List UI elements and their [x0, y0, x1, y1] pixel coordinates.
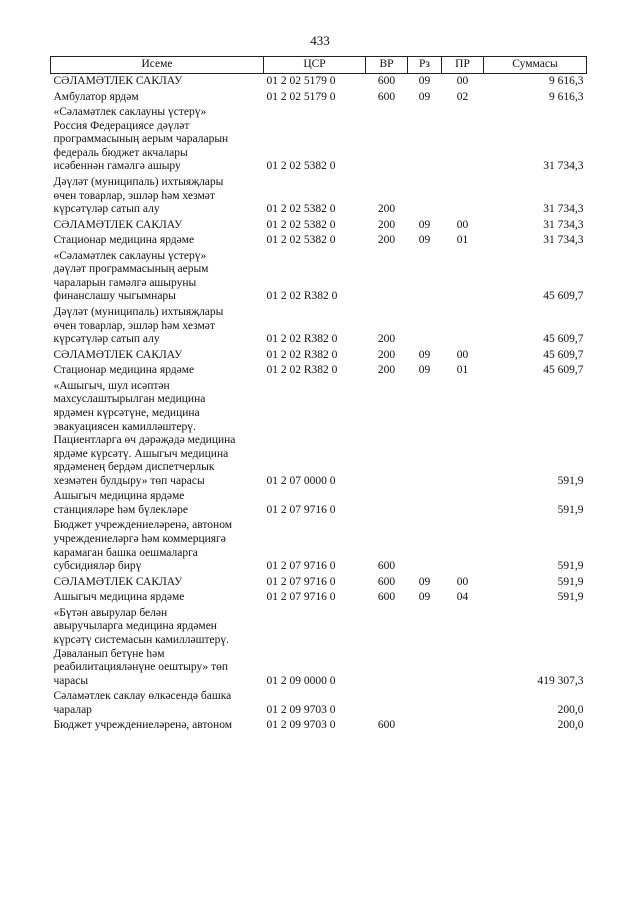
- cell-name: Бюджет учреждениеләренә, автоном: [53, 719, 233, 732]
- header-rz: Рз: [408, 57, 442, 74]
- header-vr: ВР: [366, 57, 408, 74]
- cell-pr: 00: [456, 75, 469, 87]
- cell-rz: 09: [418, 364, 431, 377]
- cell-sum: 31 734,3: [543, 218, 584, 231]
- cell-csr: 01 2 02 R382 0: [266, 364, 338, 377]
- cell-csr: 01 2 02 5179 0: [266, 75, 336, 87]
- budget-table: [50, 56, 587, 734]
- cell-pr: 00: [456, 575, 469, 588]
- table-row: [51, 305, 587, 348]
- cell-name: Ашыгыч медицина ярдәме: [53, 591, 185, 604]
- cell-sum: 45 609,7: [543, 364, 584, 377]
- cell-vr: [366, 689, 408, 718]
- cell-rz: [408, 689, 442, 718]
- cell-pr: 01: [456, 364, 469, 377]
- cell-rz: 09: [418, 90, 431, 103]
- cell-pr: [442, 606, 484, 689]
- page-number: 433: [310, 33, 330, 48]
- cell-pr: [442, 249, 484, 305]
- cell-sum: 200,0: [557, 719, 584, 732]
- cell-csr: 01 2 02 5382 0: [266, 160, 336, 173]
- cell-pr: 02: [456, 90, 469, 103]
- cell-name: Дәүләт (муниципаль) ихтыяҗлары өчен товарлар, эшләр һәм хезмәт күрсәтүләр сатып алу: [53, 175, 224, 216]
- cell-sum: 591,9: [557, 503, 584, 516]
- cell-name: «Сәламәтлек саклауны үстерү» дәүләт программасының аерым чараларын гамәлгә ашыруны финанслашу чыгымнары: [53, 249, 209, 303]
- header-sum: Суммасы: [484, 57, 587, 74]
- table-row: [51, 590, 587, 606]
- cell-name: Дәүләт (муниципаль) ихтыяҗлары өчен товарлар, эшләр һәм хезмәт күрсәтүләр сатып алу: [53, 306, 224, 346]
- cell-name: Бюджет учреждениеләренә, автоном учреждениеләргә һәм коммерциягә карамаган башка оешмаларга субсидияләр бирү: [53, 519, 233, 573]
- cell-csr: 01 2 02 5382 0: [266, 234, 336, 247]
- table-row: [51, 363, 587, 379]
- cell-vr: 600: [377, 90, 396, 103]
- cell-vr: 200: [377, 218, 396, 231]
- cell-rz: [408, 606, 442, 689]
- cell-rz: [408, 518, 442, 574]
- cell-pr: [442, 175, 484, 218]
- cell-csr: 01 2 07 9716 0: [266, 503, 336, 516]
- table-row: [51, 348, 587, 364]
- cell-pr: [442, 379, 484, 490]
- cell-rz: 09: [418, 75, 431, 87]
- cell-vr: 200: [377, 234, 396, 247]
- cell-sum: 45 609,7: [543, 348, 584, 361]
- cell-pr: 00: [456, 348, 469, 361]
- cell-vr: 600: [377, 719, 396, 732]
- cell-rz: 09: [418, 348, 431, 361]
- cell-csr: 01 2 09 9703 0: [266, 719, 336, 732]
- cell-vr: 200: [377, 203, 396, 216]
- cell-vr: [366, 249, 408, 305]
- cell-csr: 01 2 02 R382 0: [266, 290, 338, 303]
- header-csr: ЦСР: [264, 57, 366, 74]
- table-header-row: [51, 57, 587, 74]
- cell-csr: 01 2 02 5179 0: [266, 90, 336, 103]
- cell-sum: 200,0: [557, 703, 584, 716]
- table-row: [51, 606, 587, 689]
- cell-name: СӘЛАМӘТЛЕК САКЛАУ: [53, 575, 183, 588]
- table-row: [51, 90, 587, 106]
- cell-rz: 09: [418, 218, 431, 231]
- cell-rz: [408, 305, 442, 348]
- cell-sum: 9 616,3: [549, 90, 584, 103]
- cell-vr: [366, 105, 408, 175]
- table-row: [51, 74, 587, 90]
- cell-rz: 09: [418, 234, 431, 247]
- table-row: [51, 105, 587, 175]
- cell-pr: [442, 518, 484, 574]
- header-pr: ПР: [442, 57, 484, 74]
- cell-vr: 600: [377, 75, 396, 87]
- cell-name: Стационар медицина ярдәме: [53, 234, 195, 247]
- cell-vr: 200: [377, 348, 396, 361]
- table-row: [51, 518, 587, 574]
- cell-name: СӘЛАМӘТЛЕК САКЛАУ: [53, 75, 183, 87]
- cell-rz: [408, 249, 442, 305]
- cell-sum: 31 734,3: [543, 160, 584, 173]
- cell-vr: 200: [377, 333, 396, 346]
- table-row: [51, 233, 587, 249]
- cell-sum: 591,9: [557, 474, 584, 487]
- cell-vr: [366, 489, 408, 518]
- cell-name: Сәламәтлек саклау өлкәсендә башка чаралар: [53, 690, 232, 716]
- cell-csr: 01 2 07 9716 0: [266, 575, 336, 588]
- cell-name: СӘЛАМӘТЛЕК САКЛАУ: [53, 218, 183, 231]
- table-row: [51, 489, 587, 518]
- cell-vr: 600: [377, 560, 396, 573]
- cell-pr: 01: [456, 234, 469, 247]
- cell-vr: 600: [377, 575, 396, 588]
- cell-pr: 04: [456, 591, 469, 604]
- table-row: [51, 249, 587, 305]
- cell-name: «Ашыгыч, шул исәптән махсуслаштырылган медицина ярдәмен күрсәтүне, медицина эвакуациясен камилләштерү. Пациентларга өч дәрәҗәдә медицина ярдәме күрсәтү. Ашыгыч медицина ярдәменең бердәм диспетчерлык хезмәтен булдыру» төп чарасы: [53, 379, 236, 487]
- cell-sum: 419 307,3: [537, 674, 584, 687]
- cell-csr: 01 2 07 0000 0: [266, 474, 336, 487]
- header-name: Исеме: [51, 57, 264, 74]
- cell-csr: 01 2 09 0000 0: [266, 674, 336, 687]
- table-row: [51, 575, 587, 591]
- cell-rz: [408, 489, 442, 518]
- table-row: [51, 379, 587, 490]
- cell-pr: [442, 489, 484, 518]
- cell-pr: [442, 718, 484, 734]
- cell-name: Ашыгыч медицина ярдәме станцияләре һәм бүлекләре: [53, 490, 188, 516]
- cell-csr: 01 2 07 9716 0: [266, 591, 336, 604]
- table-row: [51, 175, 587, 218]
- cell-name: Амбулатор ярдәм: [53, 90, 139, 103]
- cell-csr: 01 2 07 9716 0: [266, 560, 336, 573]
- cell-sum: 31 734,3: [543, 203, 584, 216]
- cell-rz: [408, 175, 442, 218]
- cell-pr: [442, 689, 484, 718]
- table-row: [51, 218, 587, 234]
- cell-name: «Бүтән авырулар белән авыручыларга медицина ярдәмен күрсәтү системасын камилләштерү. Дәваланып бетүне һәм реабилитацияләнүне оештыру» төп чарасы: [53, 606, 229, 687]
- cell-sum: 31 734,3: [543, 234, 584, 247]
- cell-rz: [408, 379, 442, 490]
- cell-sum: 591,9: [557, 591, 584, 604]
- cell-vr: 200: [377, 364, 396, 377]
- cell-csr: 01 2 02 5382 0: [266, 203, 336, 216]
- cell-rz: [408, 105, 442, 175]
- cell-vr: [366, 379, 408, 490]
- cell-csr: 01 2 02 R382 0: [266, 333, 338, 346]
- cell-csr: 01 2 02 5382 0: [266, 218, 336, 231]
- cell-rz: 09: [418, 575, 431, 588]
- cell-rz: 09: [418, 591, 431, 604]
- cell-name: Стационар медицина ярдәме: [53, 364, 195, 377]
- table-row: [51, 718, 587, 734]
- cell-sum: 45 609,7: [543, 333, 584, 346]
- cell-name: «Сәламәтлек саклауны үстерү» Россия Федерациясе дәүләт программасының аерым чараларын федераль бюджет акчалары исәбеннән гамәлгә ашыру: [53, 106, 229, 173]
- cell-sum: 591,9: [557, 575, 584, 588]
- cell-rz: [408, 718, 442, 734]
- cell-sum: 591,9: [557, 560, 584, 573]
- cell-csr: 01 2 09 9703 0: [266, 703, 336, 716]
- cell-pr: [442, 105, 484, 175]
- cell-sum: 45 609,7: [543, 290, 584, 303]
- cell-sum: 9 616,3: [549, 75, 584, 87]
- cell-pr: [442, 305, 484, 348]
- cell-vr: 600: [377, 591, 396, 604]
- cell-pr: 00: [456, 218, 469, 231]
- cell-csr: 01 2 02 R382 0: [266, 348, 338, 361]
- cell-name: СӘЛАМӘТЛЕК САКЛАУ: [53, 348, 183, 361]
- table-row: [51, 689, 587, 718]
- cell-vr: [366, 606, 408, 689]
